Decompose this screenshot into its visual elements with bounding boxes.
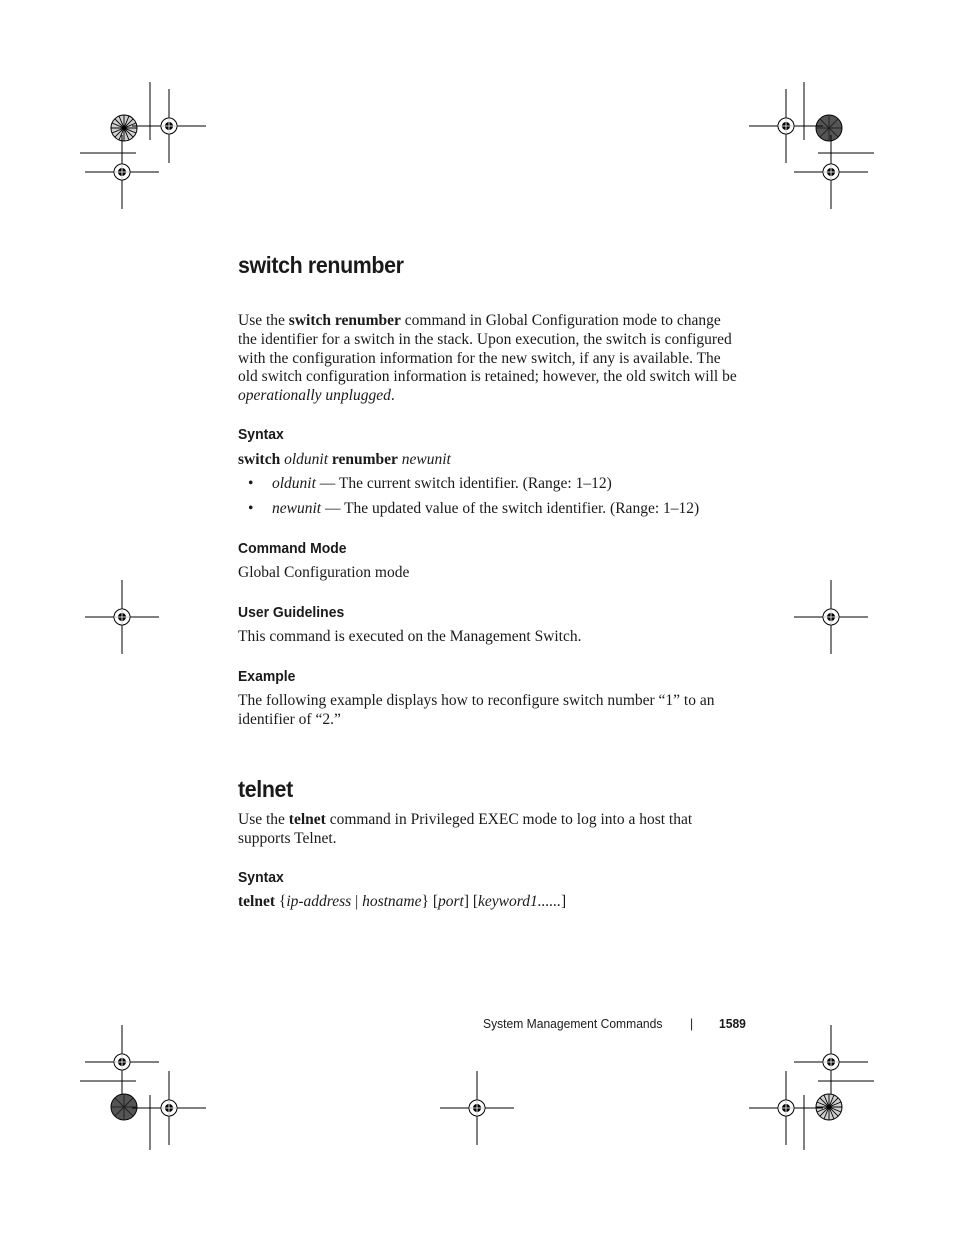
example-text: The following example displays how to reconfigure switch number “1” to an identifier of “2.” xyxy=(238,692,715,728)
telnet-intro: Use the telnet command in Privileged EXEC mode to log into a host that supports Telnet. xyxy=(238,811,693,847)
syntax-heading: Syntax xyxy=(238,426,284,443)
syntax-heading: Syntax xyxy=(238,869,284,886)
footer-section-name: System Management Commands xyxy=(483,1016,663,1031)
example-heading: Example xyxy=(238,668,296,685)
command-mode-text: Global Configuration mode xyxy=(238,564,410,581)
telnet-syntax-line: telnet {ip-address | hostname} [port] [keyword1......] xyxy=(238,893,567,910)
emphasis-text: operationally unplugged xyxy=(238,387,391,405)
footer-separator: | xyxy=(690,1016,694,1031)
command-mode-heading: Command Mode xyxy=(238,540,347,557)
user-guidelines-text: This command is executed on the Management Switch. xyxy=(238,628,582,645)
command-name: telnet xyxy=(288,811,326,828)
section-title-telnet: telnet xyxy=(238,776,293,802)
bullet-icon: • xyxy=(248,500,254,517)
param-item: newunit — The updated value of the switch identifier. (Range: 1–12) xyxy=(272,500,700,517)
switch-renumber-intro: Use the switch renumber command in Global Configuration mode to change the identifier for a switch in the stack. Upon execution, the switch is configured with the configuration information for the new switch, if any is available. The old switch configuration information is retained; however, the old switch will be operationally unplugged. xyxy=(238,312,737,405)
syntax-line: switch oldunit renumber newunit xyxy=(238,451,451,468)
param-item: oldunit — The current switch identifier. (Range: 1–12) xyxy=(272,475,612,492)
bullet-icon: • xyxy=(248,475,254,492)
section-title-switch-renumber: switch renumber xyxy=(238,252,404,278)
page-number: 1589 xyxy=(719,1016,746,1031)
user-guidelines-heading: User Guidelines xyxy=(238,604,345,621)
command-name: switch renumber xyxy=(288,312,401,329)
